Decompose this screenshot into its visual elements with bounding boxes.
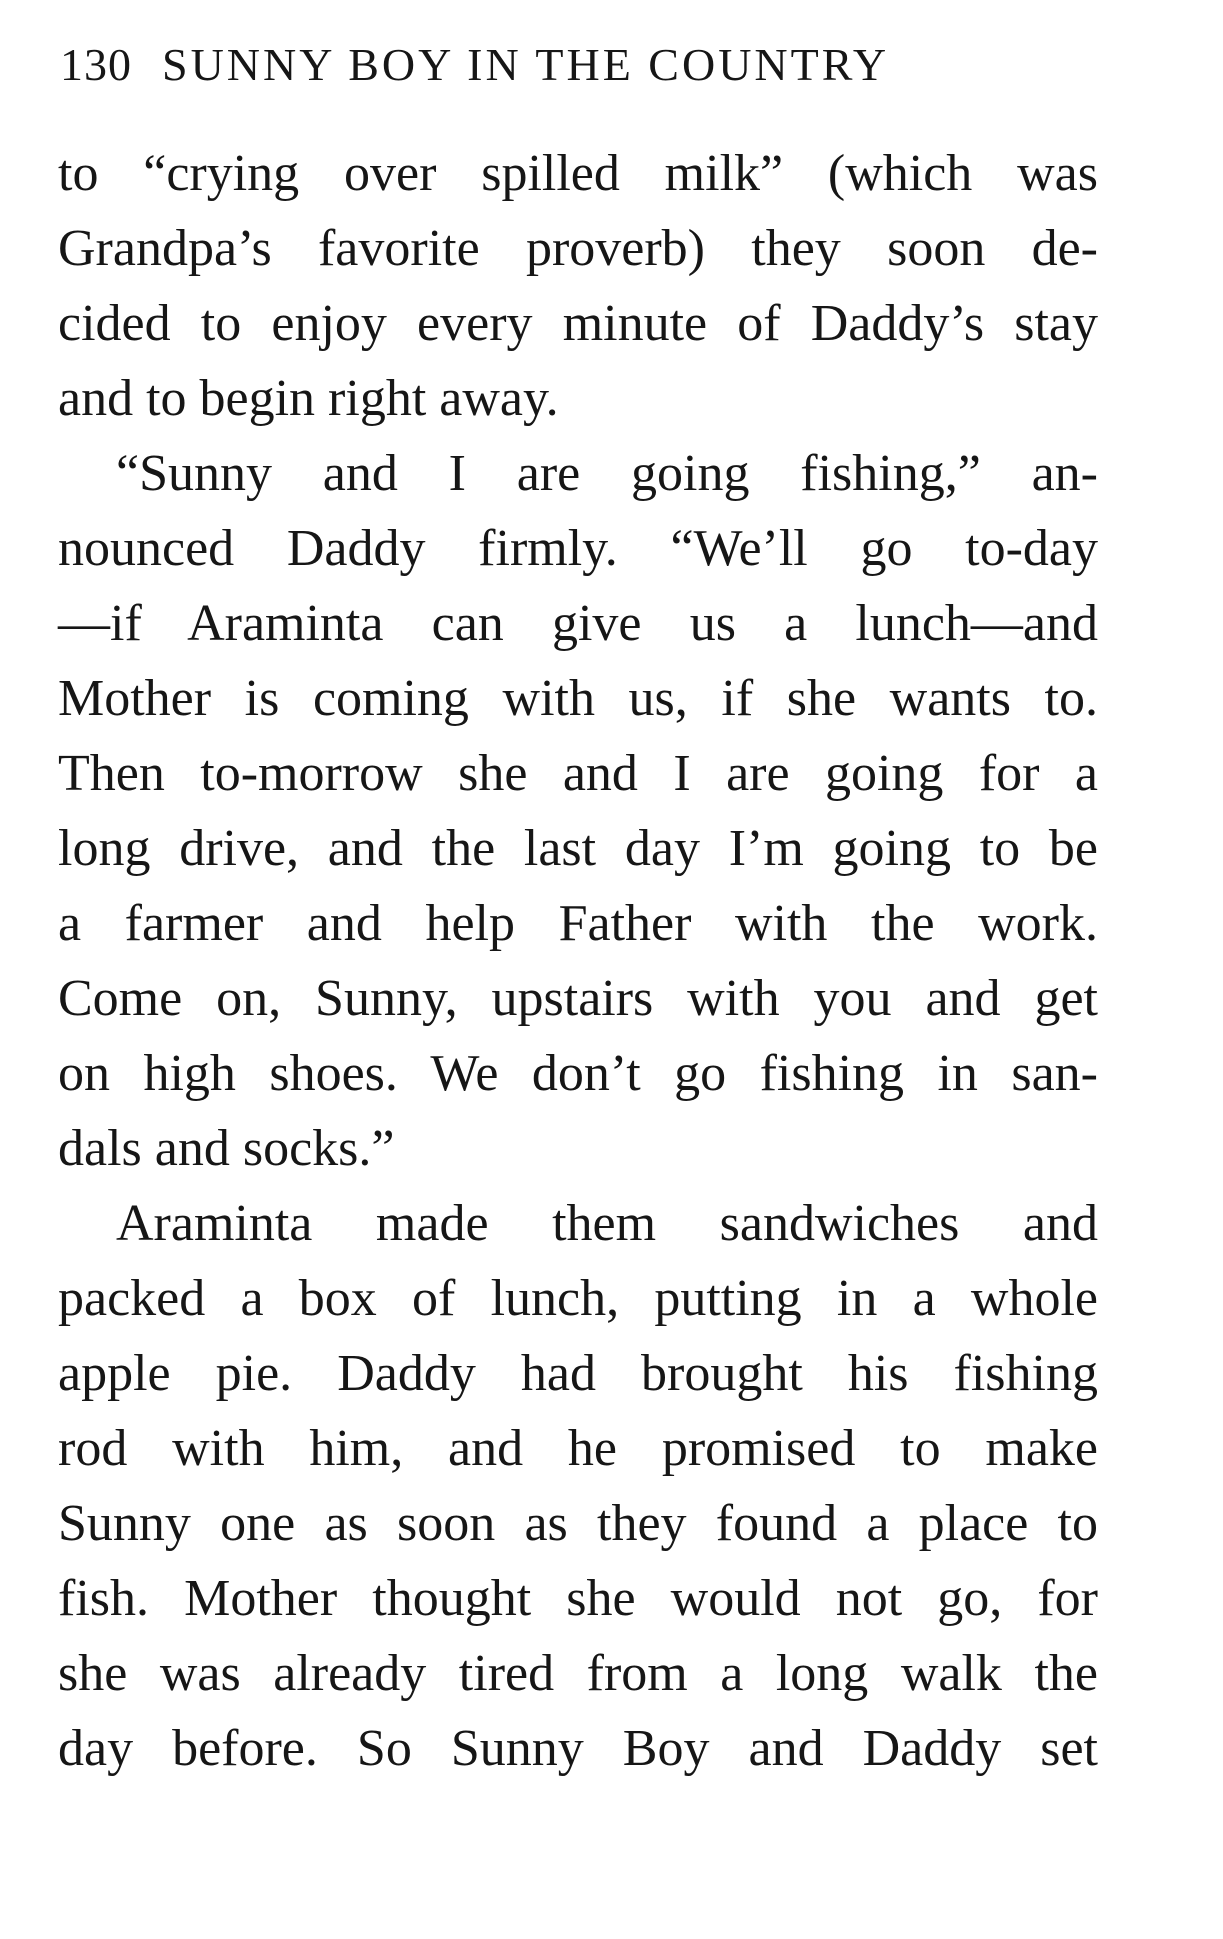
- text-line: “Sunny and I are going fishing,” an-: [116, 445, 1098, 502]
- text-line: she was already tired from a long walk the: [58, 1645, 1098, 1702]
- text-line: dals and socks.”: [58, 1120, 395, 1177]
- paragraph: [58, 436, 1098, 1186]
- paragraph: [58, 136, 1098, 436]
- text-line: on high shoes. We don’t go fishing in san-: [58, 1045, 1098, 1102]
- text-line: nounced Daddy firmly. “We’ll go to-day: [58, 520, 1098, 577]
- body-text: [58, 136, 1098, 1786]
- text-line: long drive, and the last day I’m going to be: [58, 820, 1098, 877]
- text-line: a farmer and help Father with the work.: [58, 895, 1098, 952]
- text-line: Mother is coming with us, if she wants to.: [58, 670, 1098, 727]
- text-line: packed a box of lunch, putting in a whole: [58, 1270, 1098, 1327]
- text-line: —if Araminta can give us a lunch—and: [58, 595, 1098, 652]
- text-line: Grandpa’s favorite proverb) they soon de-: [58, 220, 1098, 277]
- text-line: and to begin right away.: [58, 370, 559, 427]
- book-title: SUNNY BOY IN THE COUNTRY: [162, 39, 890, 90]
- text-line: cided to enjoy every minute of Daddy’s stay: [58, 295, 1098, 352]
- text-line: Come on, Sunny, upstairs with you and get: [58, 970, 1098, 1027]
- text-line: rod with him, and he promised to make: [58, 1420, 1098, 1477]
- text-line: apple pie. Daddy had brought his fishing: [58, 1345, 1098, 1402]
- text-line: fish. Mother thought she would not go, for: [58, 1570, 1098, 1627]
- text-line: to “crying over spilled milk” (which was: [58, 145, 1098, 202]
- running-head: [60, 38, 889, 98]
- page-number: 130: [60, 39, 132, 90]
- text-line: Sunny one as soon as they found a place to: [58, 1495, 1098, 1552]
- text-line: Then to-morrow she and I are going for a: [58, 745, 1098, 802]
- text-line: Araminta made them sandwiches and: [116, 1195, 1098, 1252]
- paragraph: [58, 1186, 1098, 1786]
- text-line: day before. So Sunny Boy and Daddy set: [58, 1720, 1098, 1777]
